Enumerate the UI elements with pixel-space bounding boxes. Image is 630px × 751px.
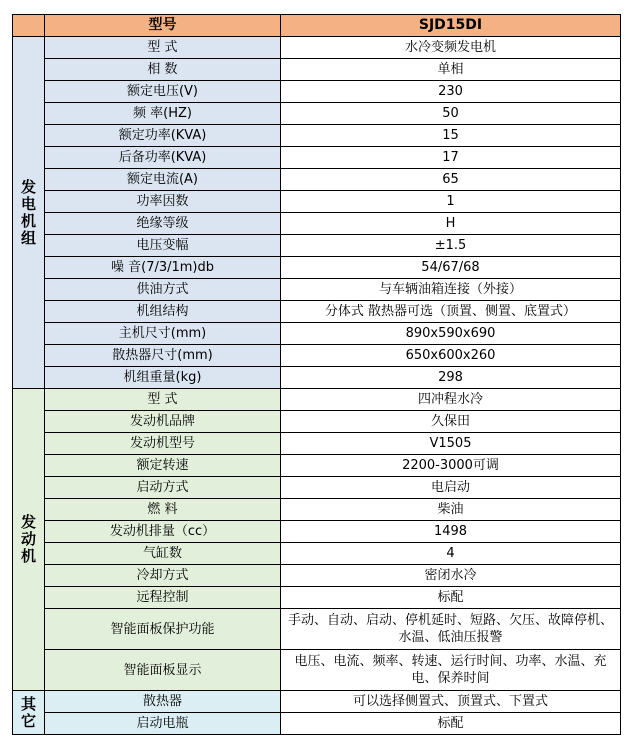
spec-value: H: [281, 213, 621, 235]
spec-row: [13, 59, 621, 81]
spec-label: 相 数: [45, 59, 281, 81]
spec-label: 型 式: [45, 389, 281, 411]
spec-row: [13, 257, 621, 279]
spec-value: 标配: [281, 587, 621, 609]
spec-value: 单相: [281, 59, 621, 81]
spec-label: 频 率(HZ): [45, 103, 281, 125]
spec-value: 柴油: [281, 499, 621, 521]
spec-label: 主机尺寸(mm): [45, 323, 281, 345]
spec-label: 发动机品牌: [45, 411, 281, 433]
spec-label: 远程控制: [45, 587, 281, 609]
spec-row: [13, 650, 621, 691]
spec-row: [13, 543, 621, 565]
spec-value: 电启动: [281, 477, 621, 499]
spec-row: [13, 147, 621, 169]
spec-table: [12, 14, 621, 735]
spec-label: 气缸数: [45, 543, 281, 565]
spec-row: [13, 169, 621, 191]
spec-value: 17: [281, 147, 621, 169]
other-section-title: [13, 691, 45, 735]
spec-label: 冷却方式: [45, 565, 281, 587]
spec-label: 后备功率(KVA): [45, 147, 281, 169]
spec-label: 发动机排量（cc）: [45, 521, 281, 543]
spec-value: 1498: [281, 521, 621, 543]
engine-section-title: [13, 389, 45, 691]
spec-label: 启动电瓶: [45, 713, 281, 735]
section-title-stack: 发动机: [21, 513, 37, 565]
spec-value: 可以选择侧置式、顶置式、下置式: [281, 691, 621, 713]
section-title-stack: 其它: [21, 694, 37, 730]
spec-value: 分体式 散热器可选（顶置、侧置、底置式）: [281, 301, 621, 323]
spec-row: [13, 411, 621, 433]
spec-value: 50: [281, 103, 621, 125]
spec-label: 额定功率(KVA): [45, 125, 281, 147]
spec-row: [13, 565, 621, 587]
model-label: 型号: [45, 15, 281, 37]
spec-label: 智能面板显示: [45, 650, 281, 691]
spec-value: 2200-3000可调: [281, 455, 621, 477]
spec-value: V1505: [281, 433, 621, 455]
model-value: SJD15DI: [281, 15, 621, 37]
spec-value: 久保田: [281, 411, 621, 433]
generator-section-title: [13, 37, 45, 389]
spec-row: [13, 345, 621, 367]
spec-row: [13, 521, 621, 543]
spec-row: [13, 81, 621, 103]
spec-row: [13, 499, 621, 521]
spec-value: 1: [281, 191, 621, 213]
spec-label: 启动方式: [45, 477, 281, 499]
spec-label: 散热器: [45, 691, 281, 713]
spec-label: 发动机型号: [45, 433, 281, 455]
spec-label: 噪 音(7/3/1m)db: [45, 257, 281, 279]
spec-value: 四冲程水冷: [281, 389, 621, 411]
spec-row: [13, 103, 621, 125]
spec-row: [13, 713, 621, 735]
spec-row: [13, 323, 621, 345]
spec-label: 型 式: [45, 37, 281, 59]
spec-row: [13, 433, 621, 455]
spec-value: 手动、自动、启动、停机延时、短路、欠压、故障停机、水温、低油压报警: [281, 609, 621, 650]
spec-value: 电压、电流、频率、转速、运行时间、功率、水温、充电、保养时间: [281, 650, 621, 691]
spec-table-body: [13, 15, 621, 735]
spec-value: 与车辆油箱连接（外接）: [281, 279, 621, 301]
header-row: [13, 15, 621, 37]
spec-label: 机组结构: [45, 301, 281, 323]
spec-row: [13, 389, 621, 411]
spec-row: [13, 691, 621, 713]
header-corner-cell: [13, 15, 45, 37]
spec-value: 298: [281, 367, 621, 389]
spec-row: [13, 367, 621, 389]
spec-row: [13, 191, 621, 213]
spec-label: 机组重量(kg): [45, 367, 281, 389]
spec-value: ±1.5: [281, 235, 621, 257]
spec-label: 智能面板保护功能: [45, 609, 281, 650]
section-title-stack: 发电机组: [21, 177, 37, 247]
spec-row: [13, 301, 621, 323]
spec-value: 标配: [281, 713, 621, 735]
spec-label: 额定电压(V): [45, 81, 281, 103]
spec-value: 890x590x690: [281, 323, 621, 345]
spec-row: [13, 609, 621, 650]
spec-label: 功率因数: [45, 191, 281, 213]
spec-label: 额定电流(A): [45, 169, 281, 191]
spec-value: 密闭水冷: [281, 565, 621, 587]
spec-label: 燃 料: [45, 499, 281, 521]
spec-value: 水冷变频发电机: [281, 37, 621, 59]
spec-row: [13, 587, 621, 609]
spec-row: [13, 279, 621, 301]
spec-value: 4: [281, 543, 621, 565]
spec-row: [13, 455, 621, 477]
spec-row: [13, 477, 621, 499]
spec-label: 电压变幅: [45, 235, 281, 257]
spec-value: 650x600x260: [281, 345, 621, 367]
spec-value: 65: [281, 169, 621, 191]
spec-row: [13, 125, 621, 147]
spec-label: 额定转速: [45, 455, 281, 477]
spec-value: 230: [281, 81, 621, 103]
spec-row: [13, 235, 621, 257]
spec-row: [13, 213, 621, 235]
spec-value: 15: [281, 125, 621, 147]
spec-value: 54/67/68: [281, 257, 621, 279]
spec-label: 供油方式: [45, 279, 281, 301]
spec-label: 绝缘等级: [45, 213, 281, 235]
spec-label: 散热器尺寸(mm): [45, 345, 281, 367]
spec-row: [13, 37, 621, 59]
